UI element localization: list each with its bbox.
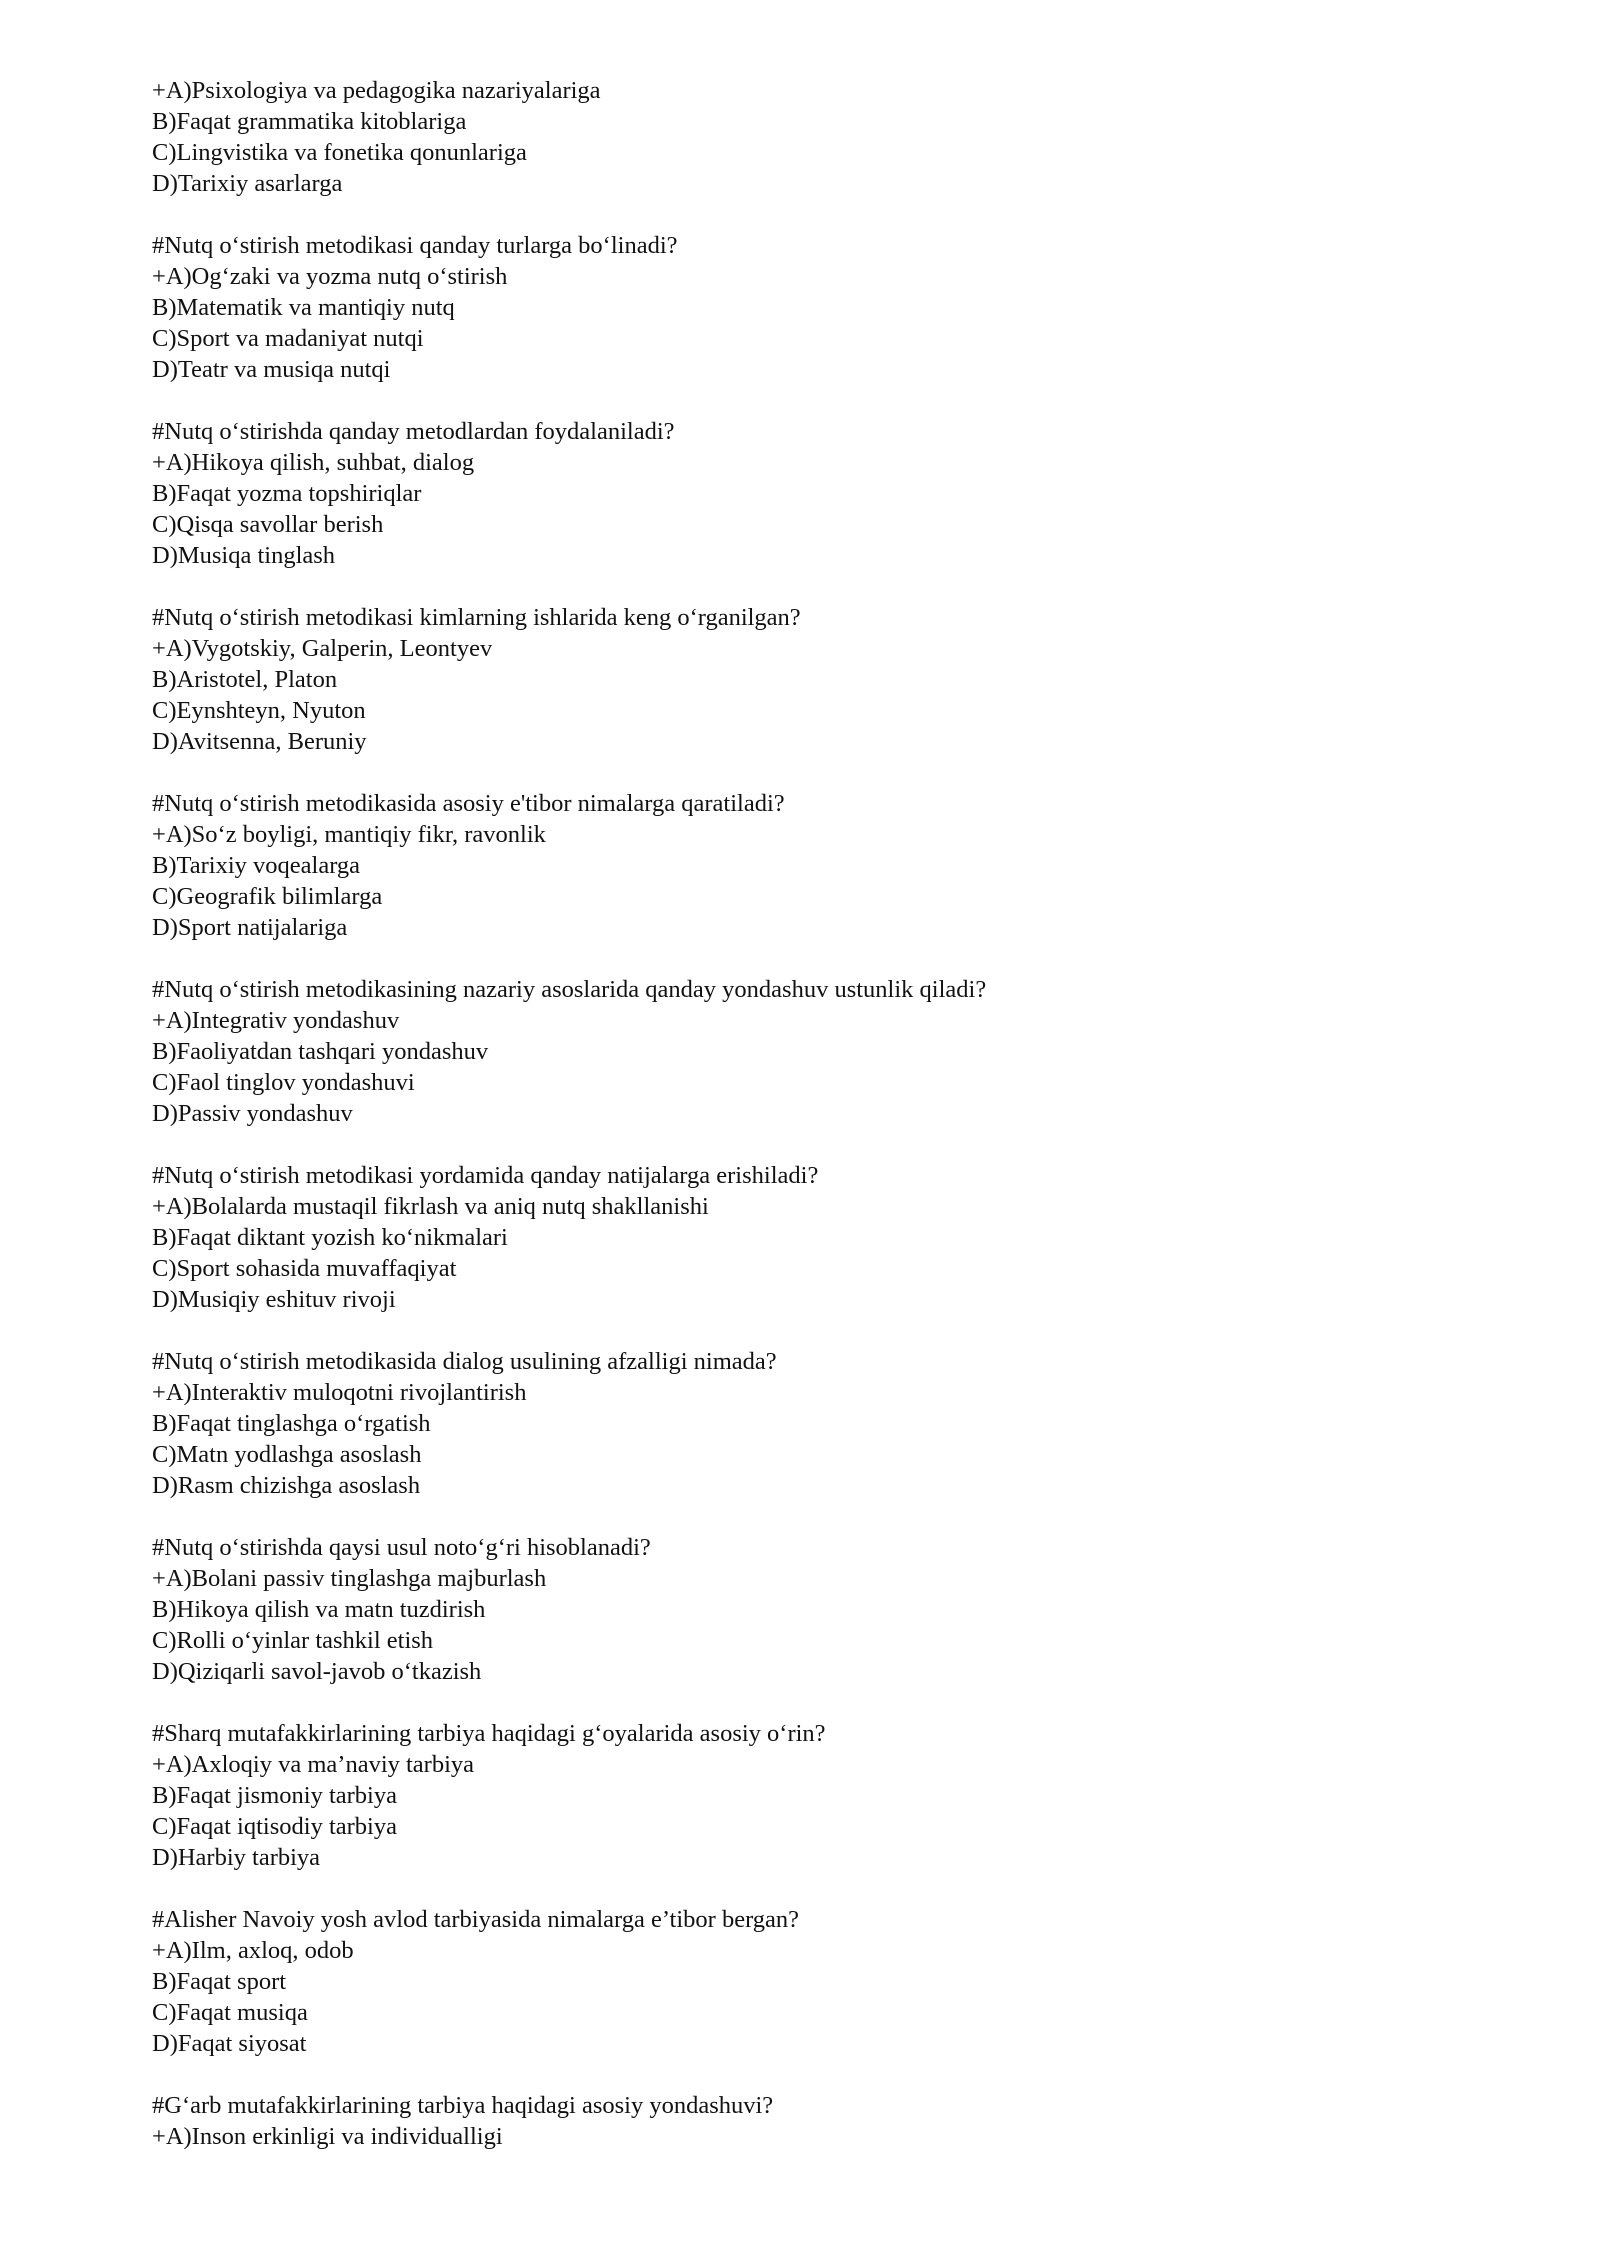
correct-answer-option: +A)Og‘zaki va yozma nutq o‘stirish bbox=[152, 263, 508, 290]
answer-option: C)Lingvistika va fonetika qonunlariga bbox=[152, 139, 527, 166]
answer-option: D)Avitsenna, Beruniy bbox=[152, 728, 367, 755]
answer-option: D)Teatr va musiqa nutqi bbox=[152, 356, 391, 383]
question-block bbox=[152, 974, 1532, 1129]
question-text: #Sharq mutafakkirlarining tarbiya haqidagi g‘oyalarida asosiy o‘rin? bbox=[152, 1720, 826, 1747]
answer-option: D)Harbiy tarbiya bbox=[152, 1844, 321, 1871]
answer-option: D)Musiqiy eshituv rivoji bbox=[152, 1286, 396, 1313]
answer-option: D)Rasm chizishga asoslash bbox=[152, 1472, 421, 1499]
question-text: #Nutq o‘stirish metodikasining nazariy asoslarida qanday yondashuv ustunlik qiladi? bbox=[152, 976, 987, 1003]
answer-option: B)Hikoya qilish va matn tuzdirish bbox=[152, 1596, 486, 1623]
answer-option: C)Faqat iqtisodiy tarbiya bbox=[152, 1813, 397, 1840]
question-text: #Nutq o‘stirish metodikasi qanday turlarga bo‘linadi? bbox=[152, 232, 678, 259]
answer-option: C)Matn yodlashga asoslash bbox=[152, 1441, 422, 1468]
question-text: #Nutq o‘stirishda qanday metodlardan foydalaniladi? bbox=[152, 418, 675, 445]
answer-option: B)Faqat sport bbox=[152, 1968, 287, 1995]
question-text: #Alisher Navoiy yosh avlod tarbiyasida nimalarga e’tibor bergan? bbox=[152, 1906, 800, 1933]
question-block bbox=[152, 1346, 1532, 1501]
question-text: #G‘arb mutafakkirlarining tarbiya haqidagi asosiy yondashuvi? bbox=[152, 2092, 774, 2119]
answer-option: D)Passiv yondashuv bbox=[152, 1100, 353, 1127]
answer-option: C)Rolli o‘yinlar tashkil etish bbox=[152, 1627, 434, 1654]
answer-option: C)Geografik bilimlarga bbox=[152, 883, 383, 910]
answer-option: B)Faqat diktant yozish ko‘nikmalari bbox=[152, 1224, 508, 1251]
answer-option: B)Faqat jismoniy tarbiya bbox=[152, 1782, 397, 1809]
answer-option: B)Faqat grammatika kitoblariga bbox=[152, 108, 467, 135]
question-block bbox=[152, 1532, 1532, 1687]
answer-option: D)Faqat siyosat bbox=[152, 2030, 307, 2057]
question-block bbox=[152, 1160, 1532, 1315]
answer-option: C)Sport sohasida muvaffaqiyat bbox=[152, 1255, 457, 1282]
question-block bbox=[152, 788, 1532, 943]
question-text: #Nutq o‘stirishda qaysi usul noto‘g‘ri hisoblanadi? bbox=[152, 1534, 651, 1561]
correct-answer-option: +A)Inson erkinligi va individualligi bbox=[152, 2123, 503, 2150]
answer-option: C)Faol tinglov yondashuvi bbox=[152, 1069, 415, 1096]
correct-answer-option: +A)Hikoya qilish, suhbat, dialog bbox=[152, 449, 475, 476]
correct-answer-option: +A)Axloqiy va ma’naviy tarbiya bbox=[152, 1751, 475, 1778]
answer-option: D)Qiziqarli savol-javob o‘tkazish bbox=[152, 1658, 482, 1685]
answer-option: B)Matematik va mantiqiy nutq bbox=[152, 294, 455, 321]
correct-answer-option: +A)Integrativ yondashuv bbox=[152, 1007, 400, 1034]
correct-answer-option: +A)Bolani passiv tinglashga majburlash bbox=[152, 1565, 547, 1592]
question-text: #Nutq o‘stirish metodikasi kimlarning ishlarida keng o‘rganilgan? bbox=[152, 604, 801, 631]
answer-option: B)Faoliyatdan tashqari yondashuv bbox=[152, 1038, 489, 1065]
answer-option: C)Sport va madaniyat nutqi bbox=[152, 325, 424, 352]
correct-answer-option: +A)Vygotskiy, Galperin, Leontyev bbox=[152, 635, 493, 662]
quiz-content bbox=[152, 75, 1532, 2183]
question-block bbox=[152, 602, 1532, 757]
question-text: #Nutq o‘stirish metodikasida dialog usulining afzalligi nimada? bbox=[152, 1348, 777, 1375]
question-block bbox=[152, 1718, 1532, 1873]
answer-option: C)Eynshteyn, Nyuton bbox=[152, 697, 366, 724]
answer-option: D)Sport natijalariga bbox=[152, 914, 348, 941]
correct-answer-option: +A)So‘z boyligi, mantiqiy fikr, ravonlik bbox=[152, 821, 546, 848]
question-block bbox=[152, 75, 1532, 199]
question-text: #Nutq o‘stirish metodikasi yordamida qanday natijalarga erishiladi? bbox=[152, 1162, 819, 1189]
correct-answer-option: +A)Bolalarda mustaqil fikrlash va aniq nutq shakllanishi bbox=[152, 1193, 709, 1220]
answer-option: C)Faqat musiqa bbox=[152, 1999, 308, 2026]
answer-option: C)Qisqa savollar berish bbox=[152, 511, 384, 538]
question-text: #Nutq o‘stirish metodikasida asosiy e'tibor nimalarga qaratiladi? bbox=[152, 790, 785, 817]
answer-option: D)Musiqa tinglash bbox=[152, 542, 336, 569]
answer-option: B)Aristotel, Platon bbox=[152, 666, 338, 693]
answer-option: B)Tarixiy voqealarga bbox=[152, 852, 361, 879]
answer-option: B)Faqat yozma topshiriqlar bbox=[152, 480, 422, 507]
question-block bbox=[152, 230, 1532, 385]
correct-answer-option: +A)Interaktiv muloqotni rivojlantirish bbox=[152, 1379, 527, 1406]
answer-option: B)Faqat tinglashga o‘rgatish bbox=[152, 1410, 431, 1437]
question-block bbox=[152, 2090, 1532, 2152]
question-block bbox=[152, 416, 1532, 571]
correct-answer-option: +A)Psixologiya va pedagogika nazariyalariga bbox=[152, 77, 601, 104]
question-block bbox=[152, 1904, 1532, 2059]
answer-option: D)Tarixiy asarlarga bbox=[152, 170, 343, 197]
correct-answer-option: +A)Ilm, axloq, odob bbox=[152, 1937, 354, 1964]
